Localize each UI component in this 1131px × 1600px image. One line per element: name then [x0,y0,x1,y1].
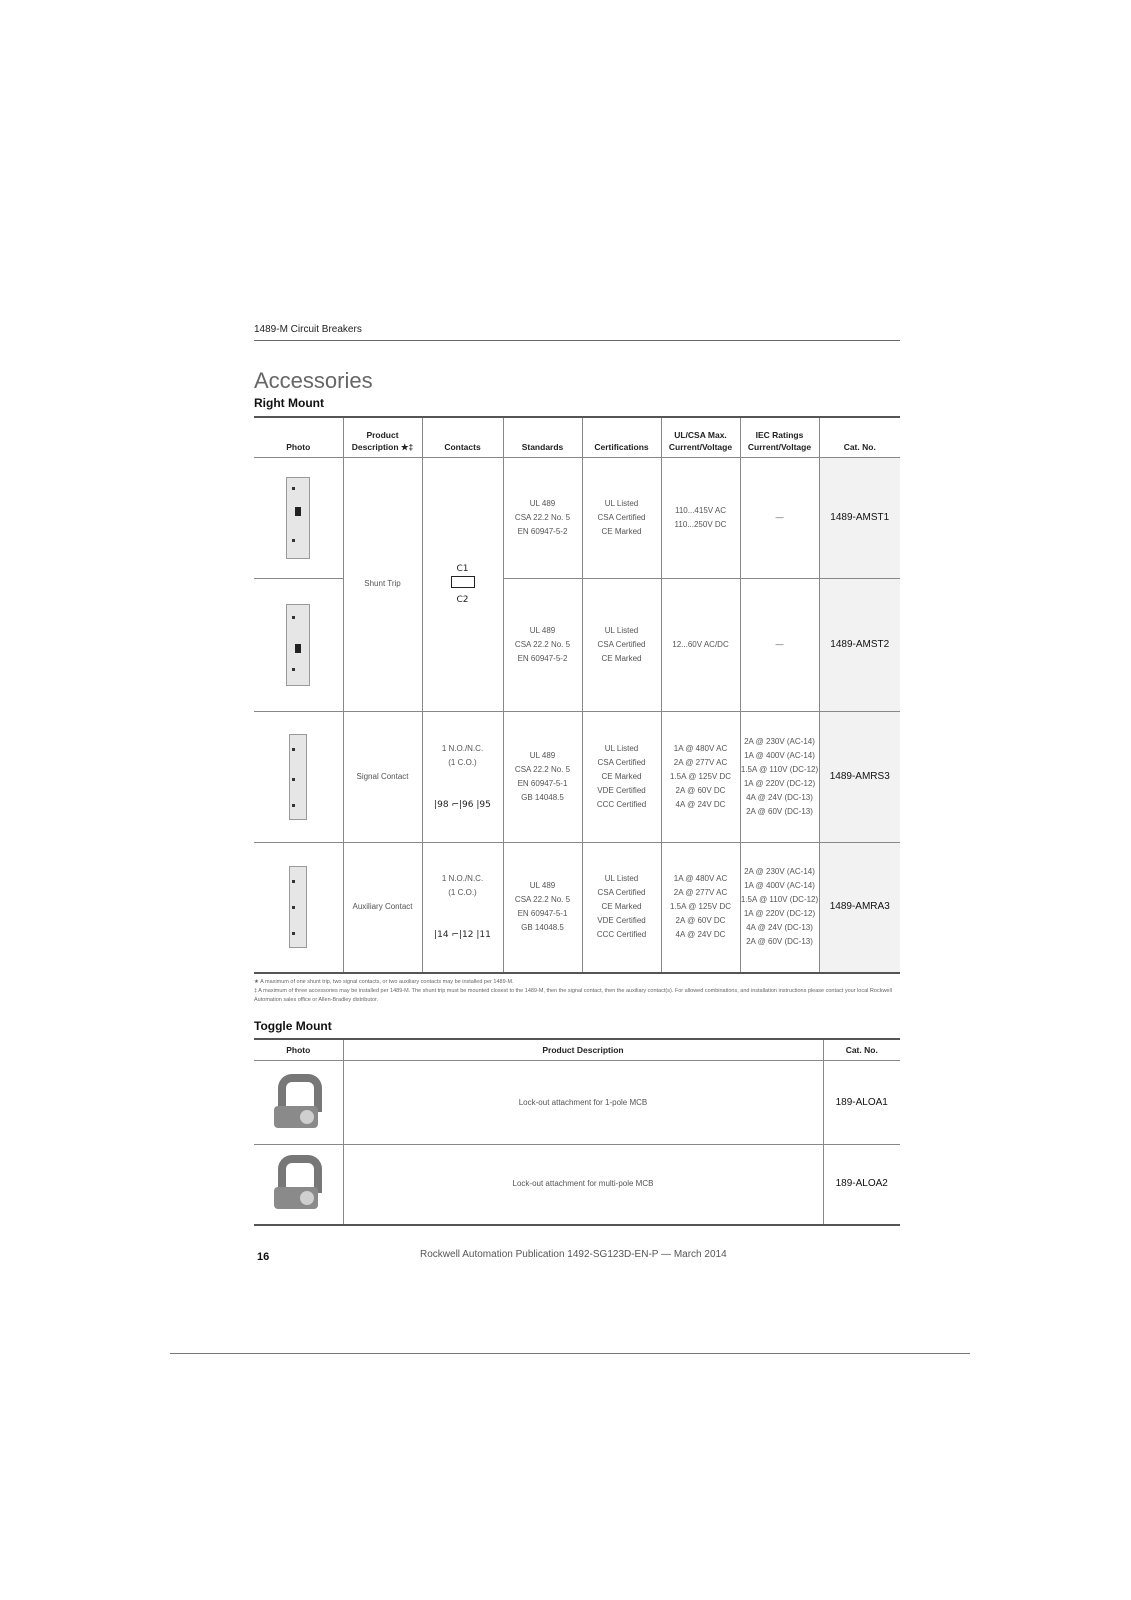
certification-item: CSA Certified [597,512,646,522]
col-standards: Standards [503,417,582,457]
product-photo [254,1061,343,1145]
contact-type: 1 N.O./N.C. [441,874,484,884]
table-row [254,1145,900,1225]
publication-info: Rockwell Automation Publication 1492-SG123D-EN-P — March 2014 [420,1249,727,1260]
table-row [254,711,900,842]
rating-item: 2A @ 277V AC [673,888,728,898]
rating-item: 1.5A @ 125V DC [669,771,732,781]
rating-item: 1A @ 220V (DC-12) [743,909,816,919]
rating-item: 1.5A @ 125V DC [669,902,732,912]
scan-edge-line [170,1353,970,1354]
certification-item: CSA Certified [597,888,646,898]
page-number: 16 [257,1251,270,1263]
certifications-cell [582,842,661,973]
cat-no: 1489-AMRA3 [819,842,900,973]
col-certifications: Certifications [582,417,661,457]
certification-item: VDE Certified [597,785,646,795]
standard-item: GB 14048.5 [521,923,564,933]
ul-csa-cell [661,578,740,711]
standard-item: CSA 22.2 No. 5 [514,764,571,774]
running-header: 1489-M Circuit Breakers [254,324,900,341]
table-row [254,457,900,578]
certification-item: UL Listed [604,625,639,635]
rating-item: 2A @ 277V AC [673,757,728,767]
certification-item: CCC Certified [596,930,647,940]
shunt-trip-image [284,477,312,559]
signal-contact-image [284,734,312,820]
certifications-cell [582,578,661,711]
contacts-cell [422,711,503,842]
terminal-c2: C2 [456,594,469,605]
standard-item: UL 489 [529,750,556,760]
standard-item: EN 60947-5-1 [517,778,568,788]
certification-item: UL Listed [604,743,639,753]
iec-cell: — [740,457,819,578]
standard-item: GB 14048.5 [521,792,564,802]
iec-cell [740,842,819,973]
shunt-trip-image [284,604,312,686]
col-ul-csa: UL/CSA Max. Current/Voltage [661,417,740,457]
lockout-attachment-image [270,1151,326,1217]
rating-item: 1A @ 400V (AC-14) [744,881,815,891]
col-contacts: Contacts [422,417,503,457]
standard-item: EN 60947-5-1 [517,909,568,919]
standard-item: UL 489 [529,498,556,508]
col-cat-no: Cat. No. [823,1039,900,1061]
shunt-trip-symbol [423,562,503,607]
ul-csa-cell [661,457,740,578]
col-iec: IEC Ratings Current/Voltage [740,417,819,457]
cat-no: 1489-AMST2 [819,578,900,711]
certification-item: UL Listed [604,498,639,508]
standards-cell [503,842,582,973]
standards-cell [503,457,582,578]
cat-no: 1489-AMST1 [819,457,900,578]
terminal-c1: C1 [456,563,469,574]
certification-item: CCC Certified [596,799,647,809]
rating-item: 12...60V AC/DC [672,639,729,649]
certification-item: CE Marked [601,653,642,663]
rating-item: 2A @ 60V (DC-13) [746,937,813,947]
rating-item: 2A @ 60V (DC-13) [746,806,813,816]
col-cat-no: Cat. No. [819,417,900,457]
footnote-star: ★ A maximum of one shunt trip, two signal contacts, or two auxiliary contacts may be installed per 1489-M. [254,979,514,985]
toggle-mount-heading: Toggle Mount [254,1019,332,1033]
standard-item: CSA 22.2 No. 5 [514,895,571,905]
certifications-cell [582,711,661,842]
footnote-dagger: ‡ A maximum of three accessories may be installed per 1489-M. The shunt trip must be mounted closest to the 1489-M, then the signal contact, then the auxiliary contact(s). For allowed combinations, and installation instructions please contact your local Rockwell Automation sales office or Allen-Bradley distributor. [254,988,892,1003]
standards-cell [503,711,582,842]
cat-no: 189-ALOA1 [823,1061,900,1145]
coil-symbol [451,576,475,588]
iec-cell [740,711,819,842]
certification-item: UL Listed [604,874,639,884]
rating-item: 110...250V DC [674,519,727,529]
right-mount-table [254,416,900,974]
product-photo [254,578,343,711]
cat-no: 189-ALOA2 [823,1145,900,1225]
standard-item: EN 60947-5-2 [517,526,568,536]
rating-item: 1.5A @ 110V (DC-12) [740,895,819,905]
col-product-description: Product Description [343,1039,823,1061]
certification-item: CE Marked [601,771,642,781]
product-description: Signal Contact [343,711,422,842]
contacts-cell [422,842,503,973]
contact-type: 1 N.O./N.C. [441,743,484,753]
certification-item: CE Marked [601,526,642,536]
product-description: Lock-out attachment for multi-pole MCB [343,1145,823,1225]
toggle-mount-table [254,1038,900,1226]
col-product-description: Product Description ★‡ [343,417,422,457]
standard-item: CSA 22.2 No. 5 [514,512,571,522]
rating-item: 110...415V AC [675,505,726,515]
certification-item: CSA Certified [597,639,646,649]
product-description: Lock-out attachment for 1-pole MCB [343,1061,823,1145]
product-photo [254,842,343,973]
rating-item: 4A @ 24V DC [675,930,726,940]
ul-csa-cell [661,842,740,973]
right-mount-heading: Right Mount [254,396,324,410]
contact-type: (1 C.O.) [448,888,477,898]
standard-item: UL 489 [529,881,556,891]
iec-cell: — [740,578,819,711]
rating-item: 1A @ 480V AC [673,743,728,753]
product-description: Shunt Trip [343,457,422,711]
rating-item: 2A @ 230V (AC-14) [744,736,815,746]
certifications-cell [582,457,661,578]
rating-item: 4A @ 24V DC [675,799,726,809]
product-photo [254,711,343,842]
cat-no: 1489-AMRS3 [819,711,900,842]
rating-item: 4A @ 24V (DC-13) [746,792,813,802]
contacts-cell [422,457,503,711]
table-row [254,842,900,973]
auxiliary-contact-image [284,866,312,948]
rating-item: 2A @ 60V DC [675,916,726,926]
rating-item: 1A @ 220V (DC-12) [743,778,816,788]
auxiliary-contact-symbol: |14 ⌐|12 |11 [434,930,491,941]
certification-item: CSA Certified [597,757,646,767]
rating-item: 1A @ 480V AC [673,874,728,884]
table-row [254,1061,900,1145]
standards-cell [503,578,582,711]
contact-type: (1 C.O.) [448,757,477,767]
rating-item: 1A @ 400V (AC-14) [744,750,815,760]
rating-item: 1.5A @ 110V (DC-12) [740,764,819,774]
ul-csa-cell [661,711,740,842]
col-photo: Photo [254,1039,343,1061]
rating-item: 4A @ 24V (DC-13) [746,923,813,933]
rating-item: 2A @ 230V (AC-14) [744,867,815,877]
standard-item: EN 60947-5-2 [517,653,568,663]
col-photo: Photo [254,417,343,457]
certification-item: VDE Certified [597,916,646,926]
standard-item: UL 489 [529,625,556,635]
product-photo [254,457,343,578]
footnotes [254,978,904,1005]
lockout-attachment-image [270,1070,326,1136]
certification-item: CE Marked [601,902,642,912]
standard-item: CSA 22.2 No. 5 [514,639,571,649]
page-title: Accessories [254,368,373,393]
product-description: Auxiliary Contact [343,842,422,973]
signal-contact-symbol: |98 ⌐|96 |95 [434,799,491,810]
rating-item: 2A @ 60V DC [675,785,726,795]
product-photo [254,1145,343,1225]
